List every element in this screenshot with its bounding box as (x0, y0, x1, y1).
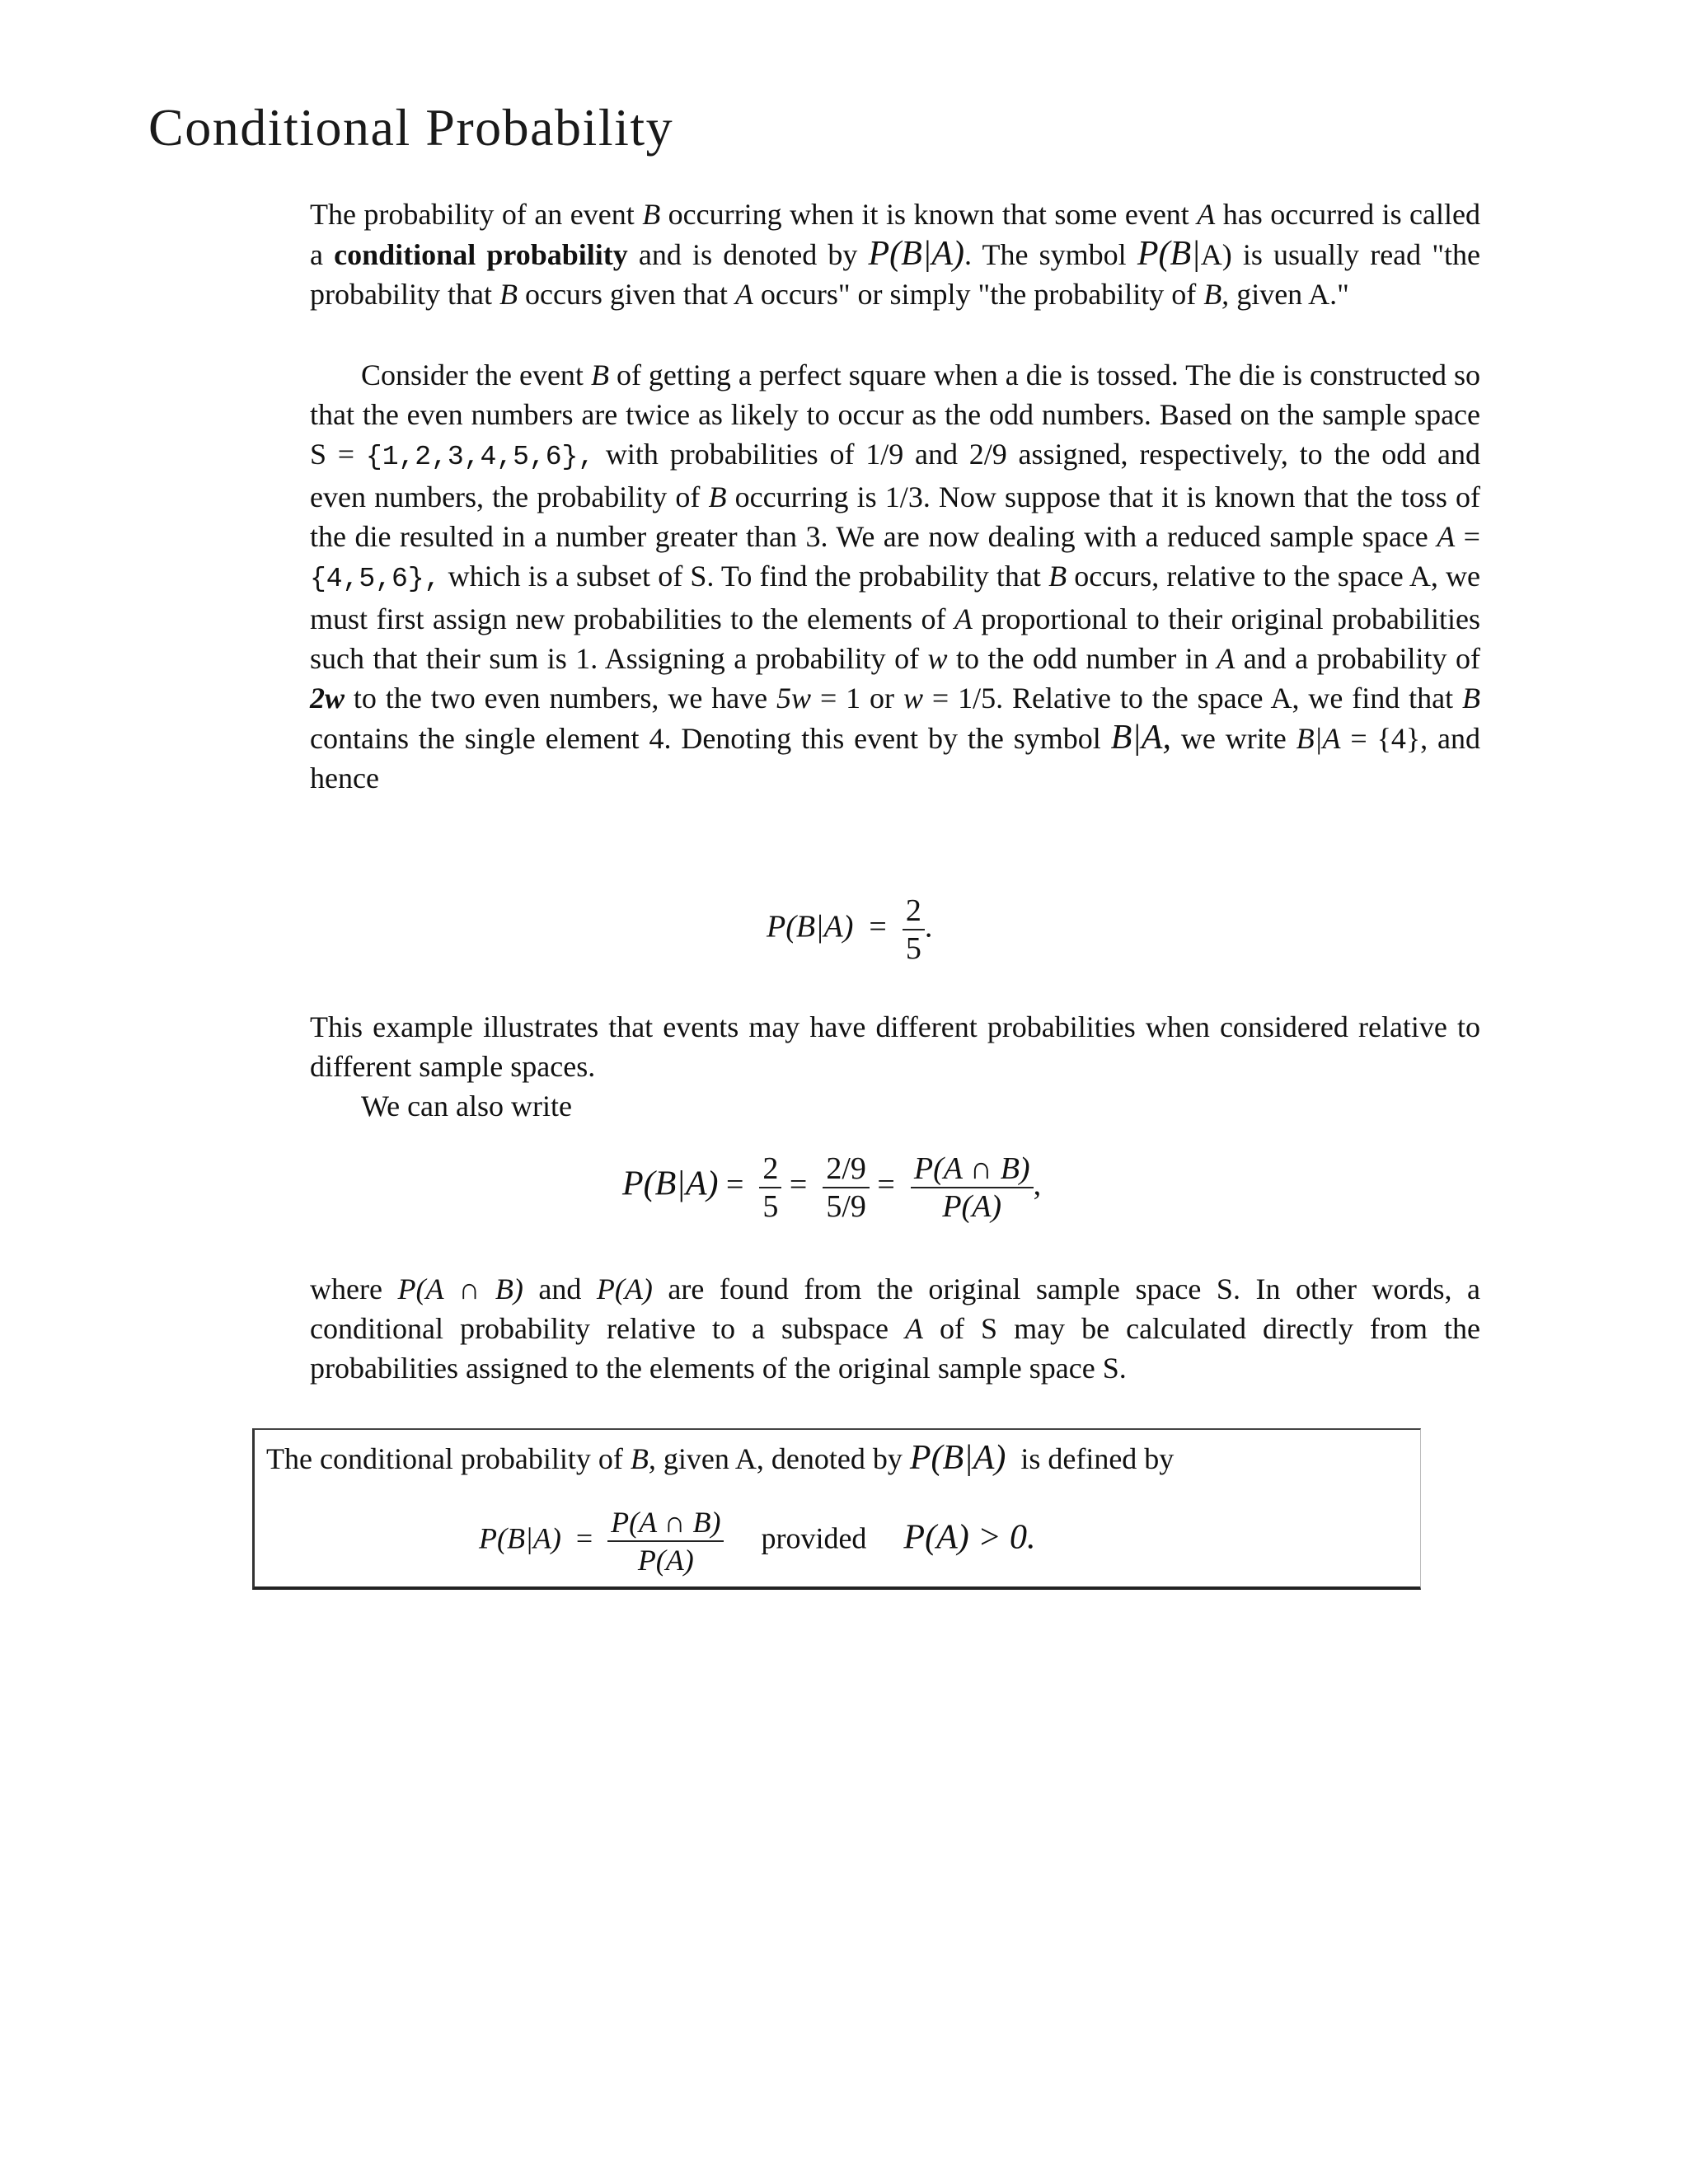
intro-paragraph: The probability of an event B occurring when it is known that some event A has occurred is called a conditional probability and is denoted by P(B|A). The symbol P(B|A) is usually read "the probability that B occurs given that A occurs" or simply "the probability of B, given A." (310, 198, 1481, 311)
explanation-paragraph: where P(A ∩ B) and P(A) are found from the original sample space S. In other words, a conditional probability relative to a subspace A of S may be calculated directly from the probabilities assigned to the elements of the original sample space S. (310, 1272, 1481, 1385)
definition-statement: The conditional probability of B, given A, denoted by P(B|A) is defined by (266, 1439, 1175, 1477)
page-title: Conditional Probability (148, 98, 674, 157)
illustration-paragraph: This example illustrates that events may have different probabilities when considered relative to different sample spaces. We can also write (310, 1010, 1480, 1122)
example-paragraph: Consider the event B of getting a perfect square when a die is tossed. The die is constructed so that the even numbers are twice as likely to occur as the odd numbers. Based on the sample space S = {1,2,3,4,5,6}, with probabilities of 1/9 and 2/9 assigned, respectively, to the odd and even numbers, the probability of B occurring is 1/3. Now suppose that it is known that the toss of the die resulted in a number greater than 3. We are now dealing with a reduced sample space A = {4,5,6}, which is a subset of S. To find the probability that B occurs, relative to the space A, we must first assign new probabilities to the elements of A proportional to their original probabilities such that their sum is 1. Assigning a probability of w to the odd number in A and a probability of 2w to the two even numbers, we have 5w = 1 or w = 1/5. Relative to the space A, we find that B contains the single element 4. Denoting this event by the symbol B|A, we write B|A = {4}, and hence (310, 359, 1481, 794)
fraction: $\frac{2}{5}$ (903, 894, 925, 965)
definition-box (252, 1428, 1421, 1590)
equation-chain: P(B|A) = $\frac{2}{5}$ = $\frac{2/9}{5/9}$ = $\frac{P(A \cap B)}{P(A)}$ , (622, 1151, 1042, 1224)
equation-conditional-value: P(B|A) = $\frac{2}{5}$ . (767, 893, 933, 966)
definition-formula: P(B|A) = $\frac{P(A \cap B)}{P(A)}$ provided P(A) > 0. (479, 1506, 1036, 1577)
